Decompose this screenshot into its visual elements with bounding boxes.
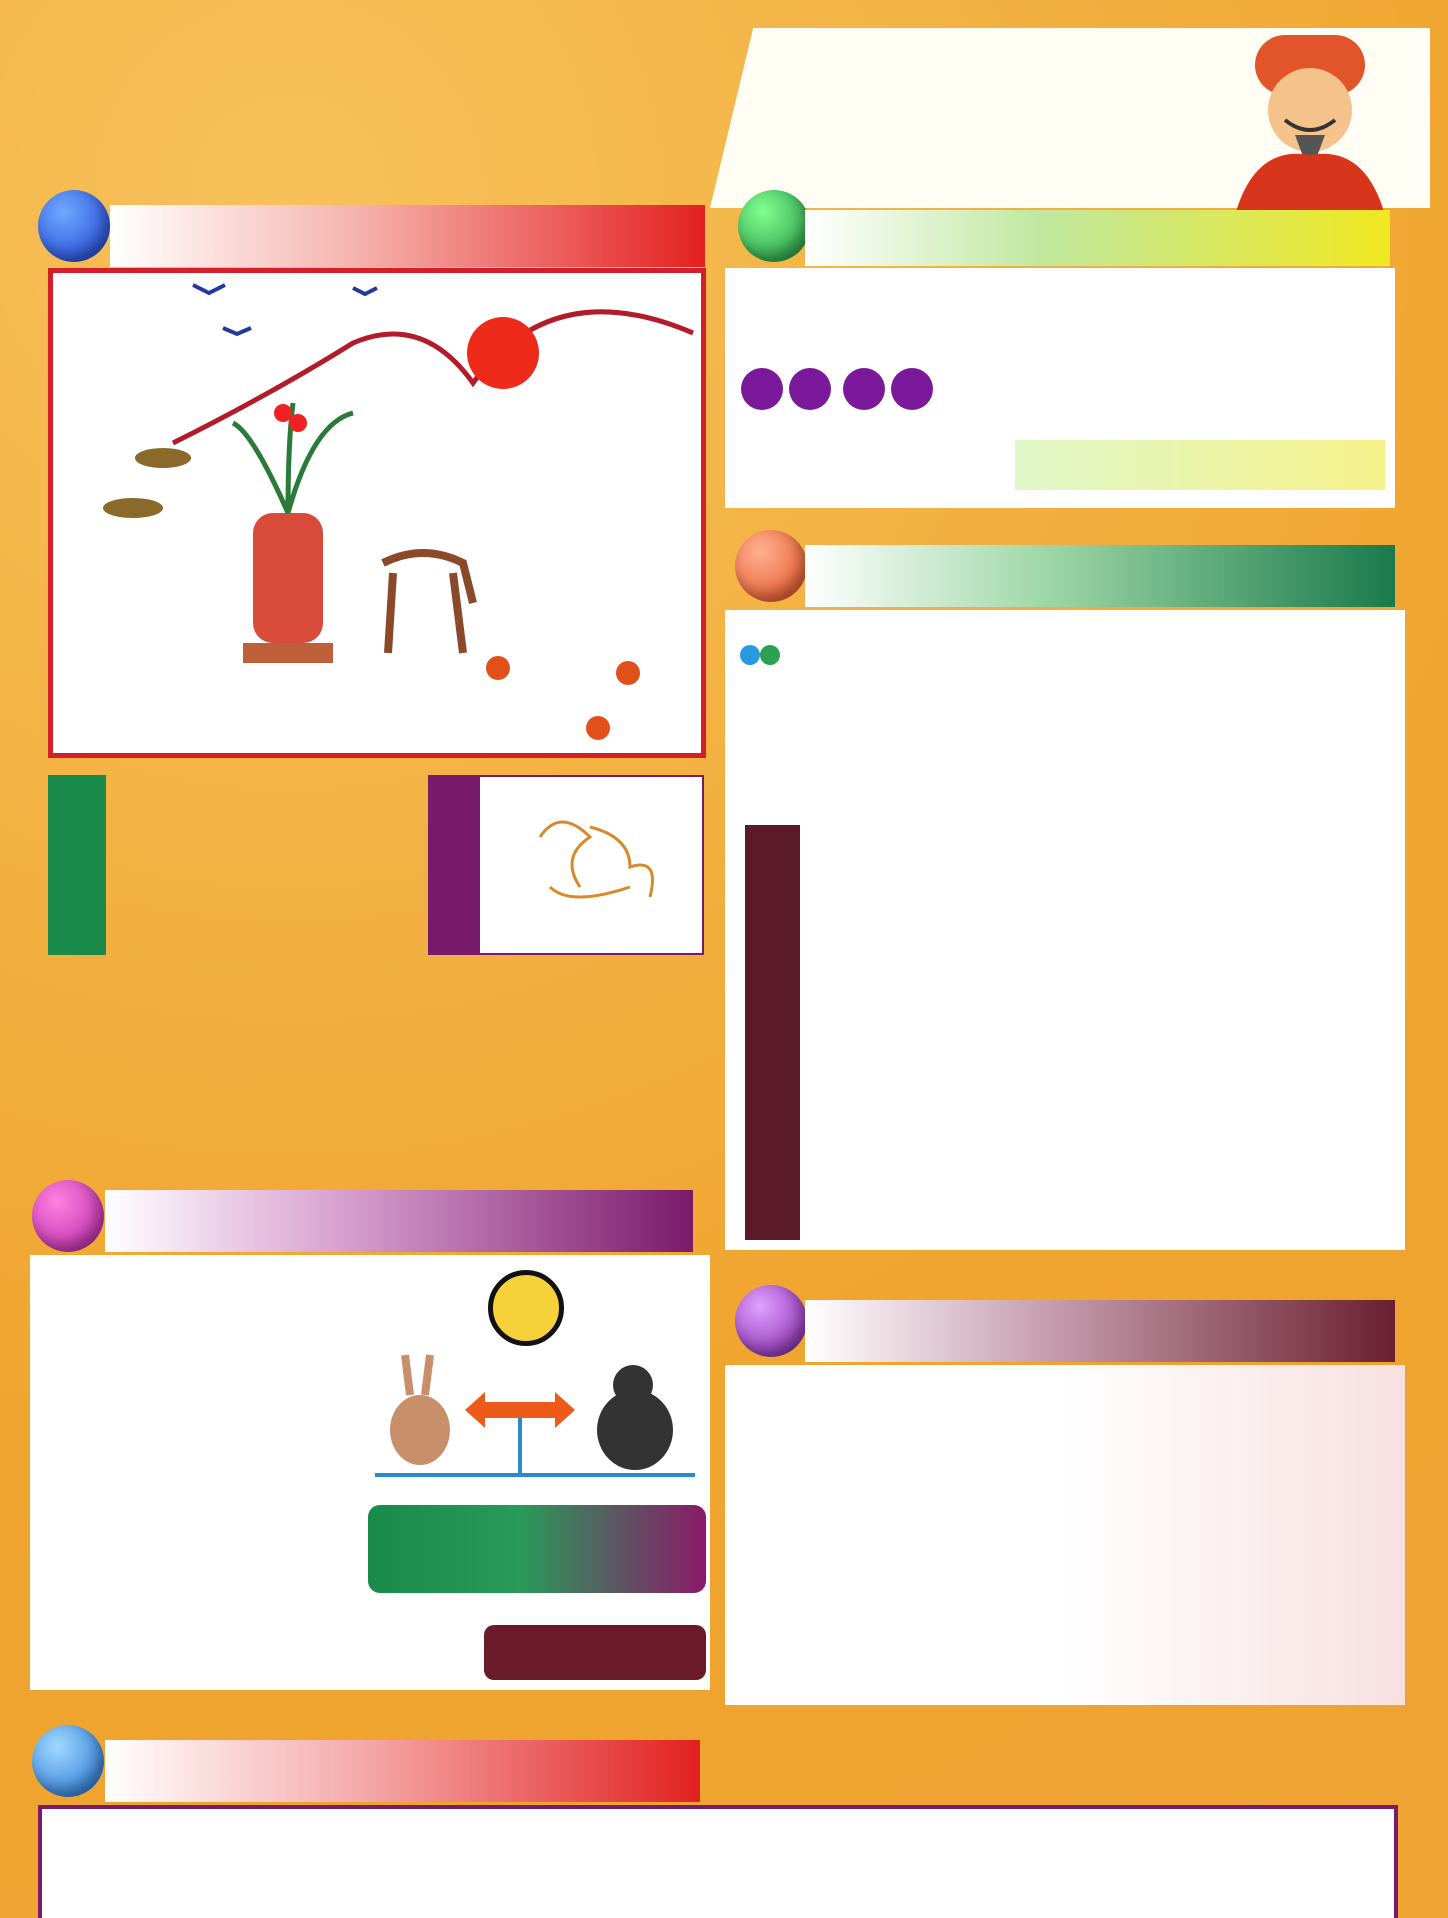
analysis-list	[740, 635, 1400, 671]
section-f-badge	[32, 1725, 104, 1797]
odd-even-hint-value	[488, 1270, 564, 1346]
rabbit-monkey-illustration	[375, 1350, 695, 1480]
cezi-handwriting-box	[478, 775, 704, 955]
section-e-banner	[805, 1300, 1395, 1362]
analysis-item-2	[740, 635, 1400, 671]
special-line	[735, 368, 939, 410]
sage-figure-illustration	[1215, 25, 1405, 215]
cezi-label	[428, 775, 478, 955]
sister-ball-2	[891, 368, 933, 410]
section-a-badge	[38, 190, 110, 262]
green-wave-icon	[760, 645, 780, 665]
special-poem-value	[1015, 440, 1385, 490]
section-b-banner	[805, 210, 1390, 266]
chart-title-strip	[745, 825, 800, 1240]
sister-ball-1	[843, 368, 885, 410]
section-b-badge	[738, 190, 810, 262]
section-d-badge	[32, 1180, 104, 1252]
four-zodiac-values	[368, 1505, 706, 1593]
special-ball-1	[741, 368, 783, 410]
section-f-banner	[105, 1740, 700, 1802]
free-guess-numbers	[484, 1625, 706, 1680]
poem-label	[48, 775, 106, 955]
section-c-badge	[735, 530, 807, 602]
section-a-banner	[110, 205, 705, 267]
section-e-body	[725, 1365, 1405, 1705]
blue-wave-icon	[740, 645, 760, 665]
puzzle-picture	[48, 268, 706, 758]
section-c-banner	[805, 545, 1395, 607]
section-d-banner	[105, 1190, 693, 1252]
zodiac-animals-row	[42, 1815, 1394, 1918]
special-ball-2	[789, 368, 831, 410]
section-e-badge	[735, 1285, 807, 1357]
zodiac-trend-chart	[800, 825, 1400, 1240]
